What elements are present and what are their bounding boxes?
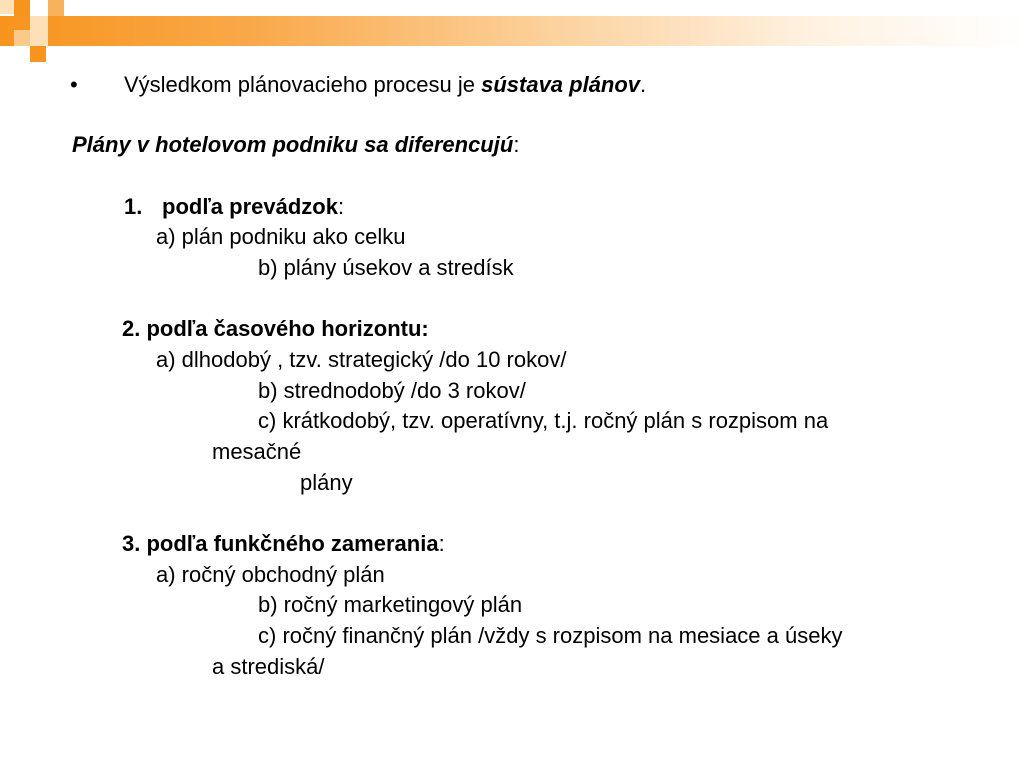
heading-suffix: : bbox=[513, 132, 520, 157]
section2-title: 2. podľa časového horizontu: bbox=[122, 316, 429, 341]
list-item: b) plány úsekov a stredísk bbox=[258, 255, 514, 280]
decorative-square bbox=[14, 30, 30, 46]
header-gradient-band bbox=[0, 16, 1024, 46]
section-heading bbox=[72, 132, 519, 158]
section3-title: 3. podľa funkčného zamerania bbox=[122, 531, 439, 556]
intro-prefix: Výsledkom plánovacieho procesu je bbox=[124, 72, 482, 97]
intro-line bbox=[124, 72, 646, 98]
intro-emphasis: sústava plánov bbox=[481, 72, 641, 97]
list-item-continuation: plány bbox=[300, 470, 353, 495]
decorative-square bbox=[14, 0, 30, 16]
list-item: a) ročný obchodný plán bbox=[156, 562, 385, 587]
section1-title-line bbox=[162, 194, 344, 220]
list-item-continuation: mesačné bbox=[212, 439, 302, 464]
section1-number: 1. bbox=[124, 194, 143, 219]
decorative-square bbox=[30, 16, 48, 46]
list-item: b) strednodobý /do 3 rokov/ bbox=[258, 378, 526, 403]
section3-colon: : bbox=[438, 531, 445, 556]
list-item-continuation: a strediská/ bbox=[212, 654, 325, 679]
intro-suffix: . bbox=[640, 72, 647, 97]
list-item: a) plán podniku ako celku bbox=[156, 224, 406, 249]
section1-colon: : bbox=[337, 194, 345, 219]
bullet-icon: • bbox=[70, 72, 78, 97]
heading-emphasis: Plány v hotelovom podniku sa diferencujú bbox=[72, 132, 514, 157]
section1-title: podľa prevádzok bbox=[162, 194, 338, 219]
list-item: c) ročný finančný plán /vždy s rozpisom na mesiace a úseky bbox=[258, 623, 843, 648]
list-item: c) krátkodobý, tzv. operatívny, t.j. ročný plán s rozpisom na bbox=[258, 408, 829, 433]
decorative-square bbox=[48, 0, 64, 16]
decorative-square bbox=[0, 0, 14, 14]
section3-title-line bbox=[122, 531, 445, 557]
list-item: b) ročný marketingový plán bbox=[258, 592, 523, 617]
list-item: a) dlhodobý , tzv. strategický /do 10 rokov/ bbox=[156, 347, 567, 372]
decorative-square bbox=[30, 46, 46, 62]
